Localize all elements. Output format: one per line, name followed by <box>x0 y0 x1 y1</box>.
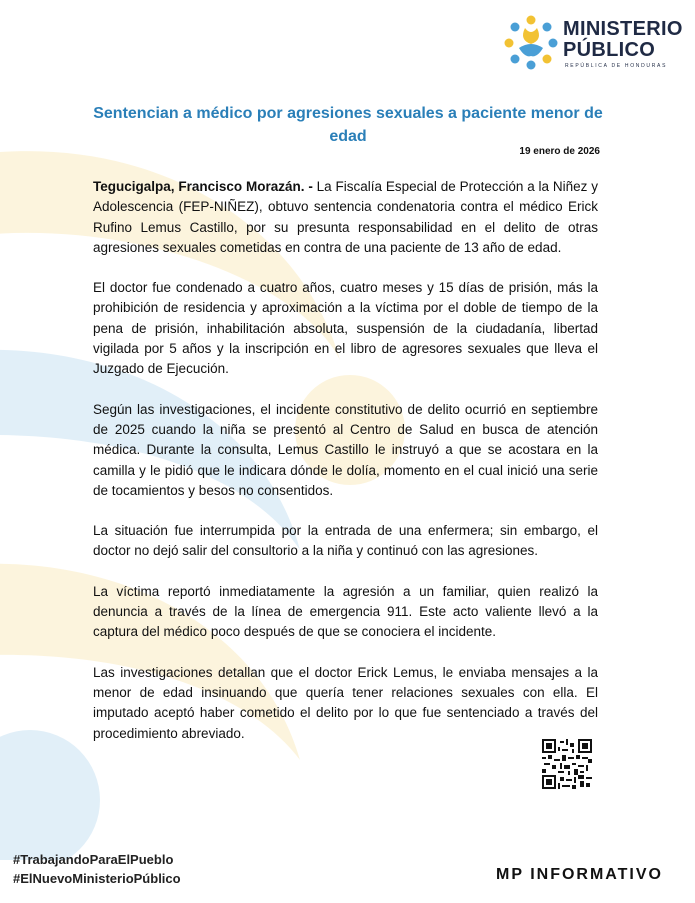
article-date: 19 enero de 2026 <box>519 146 600 157</box>
body-paragraph-5: Las investigaciones detallan que el doctor Erick Lemus, le enviaba mensajes a la menor de edad insinuando que quería tener relaciones sexuales con ella. El imputado aceptó haber cometido el delito por lo que fue sentenciado a través del procedimiento abreviado. <box>93 664 598 741</box>
logo-subtitle: REPÚBLICA DE HONDURAS <box>565 63 668 69</box>
logo-title-line2: PÚBLICO <box>563 39 656 61</box>
hashtag-trabajando: #TrabajandoParaElPueblo <box>13 852 174 867</box>
logo-title-line1: MINISTERIO <box>563 18 683 40</box>
body-paragraph-1: El doctor fue condenado a cuatro años, cuatro meses y 15 días de prisión, más la prohibición de residencia y aproximación a la víctima por el doble de tiempo de la pena de prisión, inhabilitación absoluta, suspensión de la ciudadanía, libertad vigilada por 5 años y la inscripción en el libro de agresores sexuales que lleva el Juzgado de Ejecución. <box>93 280 598 377</box>
hashtags <box>13 850 181 888</box>
qr-code-icon <box>542 739 592 789</box>
body-paragraph-2: Según las investigaciones, el incidente constitutivo de delito ocurrió en septiembre de 2025 cuando la niña se presentó al Centro de Salud en busca de atención médica. Durante la consulta, Lemus Castillo le instruyó a que se acostara en la camilla y le pidió que le indicara dónde le dolía, momento en el cual inició una serie de tocamientos y besos no consentidos. <box>93 401 598 498</box>
ministerio-publico-logo <box>503 12 683 72</box>
dateline: Tegucigalpa, Francisco Morazán. - <box>93 179 313 194</box>
lead-text: La Fiscalía Especial de Protección a la Niñez y Adolescencia (FEP-NIÑEZ), obtuvo sentencia condenatoria contra el médico Erick Rufino Lemus Castillo, por su presunta responsabilidad en el delito de otras agresiones sexuales cometidas en contra de una paciente de 13 año de edad. <box>93 179 598 255</box>
lead-paragraph <box>93 177 598 258</box>
ministerio-publico-emblem-icon <box>503 14 559 70</box>
hashtag-nuevo-ministerio: #ElNuevoMinisterioPúblico <box>13 871 181 886</box>
article-title: Sentencian a médico por agresiones sexuales a paciente menor de edad <box>93 105 603 145</box>
body-paragraph-3: La situación fue interrumpida por la entrada de una enfermera; sin embargo, el doctor no dejó salir del consultorio a la niña y continuó con las agresiones. <box>93 523 598 559</box>
mp-informativo-brand: MP INFORMATIVO <box>496 866 663 883</box>
body-paragraph-4: La víctima reportó inmediatamente la agresión a un familiar, quien realizó la denuncia a través de la línea de emergencia 911. Este acto valiente llevó a la captura del médico poco después de que se conociera el incidente. <box>93 583 598 640</box>
article-body <box>93 177 598 764</box>
